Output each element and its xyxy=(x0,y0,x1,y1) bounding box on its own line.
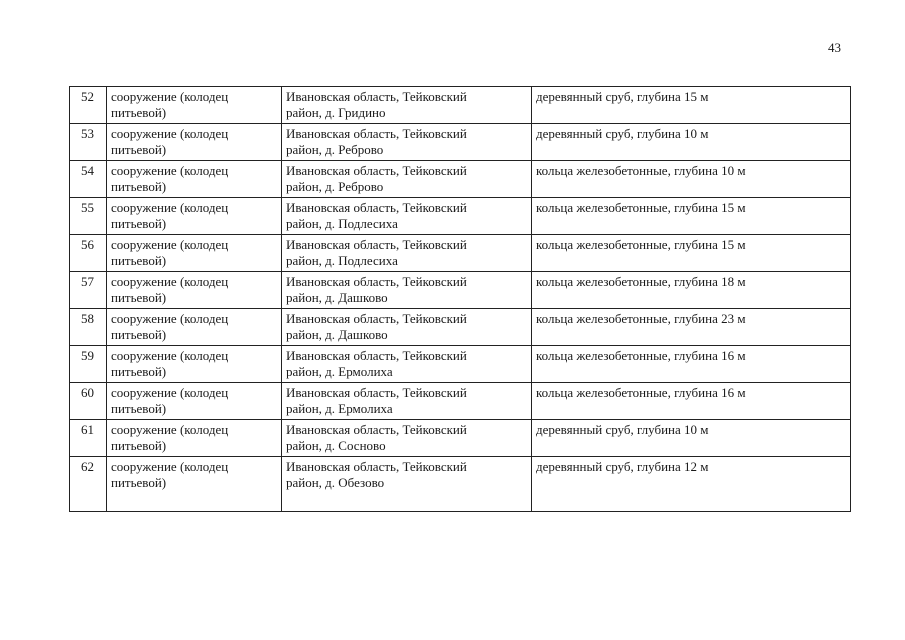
table-row xyxy=(70,383,851,420)
table-row xyxy=(70,87,851,124)
location-line: район, д. Гридино xyxy=(286,105,386,120)
object-description: кольца железобетонные, глубина 18 м xyxy=(532,272,851,309)
object-description: кольца железобетонные, глубина 15 м xyxy=(532,235,851,272)
table-row xyxy=(70,272,851,309)
object-name-line: сооружение (колодец xyxy=(111,126,229,141)
object-name-line: питьевой) xyxy=(111,179,167,194)
object-name xyxy=(107,272,282,309)
object-description: кольца железобетонные, глубина 16 м xyxy=(532,346,851,383)
object-name-line: сооружение (колодец xyxy=(111,459,229,474)
table-row xyxy=(70,420,851,457)
object-name-line: питьевой) xyxy=(111,401,167,416)
object-name xyxy=(107,383,282,420)
object-location xyxy=(282,346,532,383)
object-name-line: питьевой) xyxy=(111,290,167,305)
object-name xyxy=(107,235,282,272)
location-line: район, д. Дашково xyxy=(286,327,388,342)
object-location xyxy=(282,87,532,124)
wells-registry-table xyxy=(69,86,851,512)
object-description: деревянный сруб, глубина 10 м xyxy=(532,124,851,161)
object-name xyxy=(107,309,282,346)
object-name-line: сооружение (колодец xyxy=(111,348,229,363)
row-number: 54 xyxy=(70,161,107,198)
location-line: Ивановская область, Тейковский xyxy=(286,422,467,437)
location-line: Ивановская область, Тейковский xyxy=(286,200,467,215)
object-description: кольца железобетонные, глубина 15 м xyxy=(532,198,851,235)
location-line: район, д. Обезово xyxy=(286,475,385,490)
object-description: кольца железобетонные, глубина 23 м xyxy=(532,309,851,346)
row-number: 56 xyxy=(70,235,107,272)
table-row xyxy=(70,309,851,346)
row-number: 55 xyxy=(70,198,107,235)
object-name-line: сооружение (колодец xyxy=(111,237,229,252)
location-line: район, д. Подлесиха xyxy=(286,253,398,268)
location-line: Ивановская область, Тейковский xyxy=(286,459,467,474)
object-name-line: питьевой) xyxy=(111,364,167,379)
object-name xyxy=(107,457,282,512)
row-number: 53 xyxy=(70,124,107,161)
location-line: район, д. Ермолиха xyxy=(286,364,393,379)
location-line: Ивановская область, Тейковский xyxy=(286,237,467,252)
object-name-line: сооружение (колодец xyxy=(111,200,229,215)
object-name-line: сооружение (колодец xyxy=(111,163,229,178)
row-number: 58 xyxy=(70,309,107,346)
object-location xyxy=(282,383,532,420)
location-line: Ивановская область, Тейковский xyxy=(286,163,467,178)
table-row xyxy=(70,457,851,512)
object-name xyxy=(107,124,282,161)
object-name-line: питьевой) xyxy=(111,105,167,120)
object-name-line: питьевой) xyxy=(111,475,167,490)
location-line: Ивановская область, Тейковский xyxy=(286,89,467,104)
object-location xyxy=(282,309,532,346)
object-name-line: сооружение (колодец xyxy=(111,89,229,104)
location-line: район, д. Дашково xyxy=(286,290,388,305)
table-row xyxy=(70,161,851,198)
object-location xyxy=(282,457,532,512)
location-line: Ивановская область, Тейковский xyxy=(286,385,467,400)
object-location xyxy=(282,124,532,161)
object-description: кольца железобетонные, глубина 16 м xyxy=(532,383,851,420)
object-name-line: питьевой) xyxy=(111,438,167,453)
object-description: деревянный сруб, глубина 12 м xyxy=(532,457,851,512)
object-name xyxy=(107,87,282,124)
row-number: 60 xyxy=(70,383,107,420)
object-location xyxy=(282,235,532,272)
object-description: кольца железобетонные, глубина 10 м xyxy=(532,161,851,198)
location-line: Ивановская область, Тейковский xyxy=(286,348,467,363)
object-name-line: сооружение (колодец xyxy=(111,385,229,400)
object-location xyxy=(282,198,532,235)
object-name-line: питьевой) xyxy=(111,327,167,342)
object-name xyxy=(107,161,282,198)
location-line: район, д. Реброво xyxy=(286,142,384,157)
object-location xyxy=(282,420,532,457)
object-name-line: питьевой) xyxy=(111,253,167,268)
row-number: 52 xyxy=(70,87,107,124)
row-number: 57 xyxy=(70,272,107,309)
location-line: Ивановская область, Тейковский xyxy=(286,274,467,289)
row-number: 59 xyxy=(70,346,107,383)
object-name-line: питьевой) xyxy=(111,142,167,157)
location-line: Ивановская область, Тейковский xyxy=(286,311,467,326)
object-name xyxy=(107,420,282,457)
table-row xyxy=(70,124,851,161)
location-line: район, д. Сосново xyxy=(286,438,386,453)
row-number: 62 xyxy=(70,457,107,512)
location-line: Ивановская область, Тейковский xyxy=(286,126,467,141)
row-number: 61 xyxy=(70,420,107,457)
object-description: деревянный сруб, глубина 15 м xyxy=(532,87,851,124)
object-location xyxy=(282,272,532,309)
location-line: район, д. Реброво xyxy=(286,179,384,194)
table-row xyxy=(70,198,851,235)
object-name-line: сооружение (колодец xyxy=(111,311,229,326)
object-name-line: сооружение (колодец xyxy=(111,274,229,289)
object-name xyxy=(107,346,282,383)
location-line: район, д. Ермолиха xyxy=(286,401,393,416)
object-name xyxy=(107,198,282,235)
location-line: район, д. Подлесиха xyxy=(286,216,398,231)
object-location xyxy=(282,161,532,198)
table-row xyxy=(70,235,851,272)
object-name-line: сооружение (колодец xyxy=(111,422,229,437)
page-number: 43 xyxy=(828,40,841,55)
object-name-line: питьевой) xyxy=(111,216,167,231)
table-row xyxy=(70,346,851,383)
object-description: деревянный сруб, глубина 10 м xyxy=(532,420,851,457)
